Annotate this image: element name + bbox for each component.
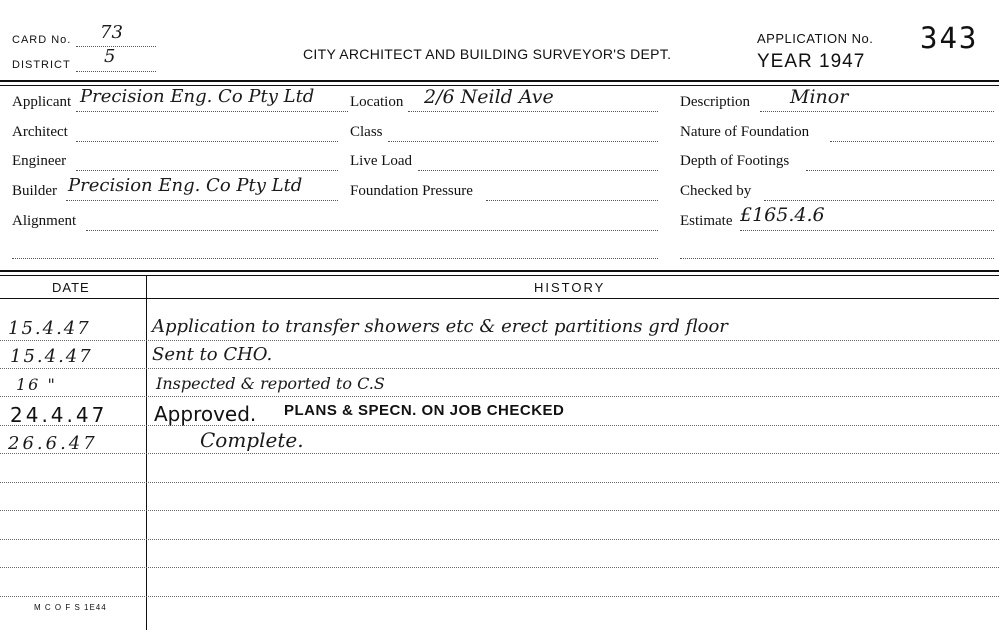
builder-value: Precision Eng. Co Pty Ltd (68, 175, 303, 196)
history-column-header: HISTORY (534, 280, 606, 295)
history-line (0, 340, 999, 341)
application-no-value: 343 (920, 21, 979, 55)
district-label: DISTRICT (12, 59, 71, 71)
history-row-date: 15.4.47 (10, 346, 93, 367)
history-row-date: 24.4.47 (10, 403, 108, 427)
blank-line-right (680, 258, 994, 259)
engineer-label: Engineer (12, 153, 67, 169)
card-no-value: 73 (100, 22, 123, 43)
estimate-label: Estimate (680, 213, 733, 229)
description-line (760, 111, 994, 112)
nature-of-foundation-label: Nature of Foundation (680, 124, 810, 140)
history-line (0, 596, 999, 597)
history-line (0, 482, 999, 483)
history-row-text: Inspected & reported to C.S (156, 374, 385, 393)
description-label: Description (680, 94, 750, 110)
engineer-line (76, 170, 338, 171)
architect-label: Architect (12, 124, 68, 140)
header-rule-top (0, 80, 999, 82)
applicant-line (76, 111, 348, 112)
fields-rule-bottom (0, 275, 999, 276)
form-code: M C O F S 1E44 (34, 603, 107, 612)
nature-of-foundation-line (830, 141, 994, 142)
builder-label: Builder (12, 183, 57, 199)
location-value: 2/6 Neild Ave (424, 86, 554, 108)
checked-by-line (764, 200, 994, 201)
history-line (0, 510, 999, 511)
history-line (0, 453, 999, 454)
live-load-line (418, 170, 658, 171)
district-value: 5 (104, 46, 116, 67)
estimate-value: £165.4.6 (740, 204, 825, 226)
history-row-text: Application to transfer showers etc & erect partitions grd floor (152, 316, 728, 337)
history-row-text: Approved. (154, 402, 257, 426)
applicant-value: Precision Eng. Co Pty Ltd (80, 86, 315, 107)
class-line (388, 141, 658, 142)
history-line (0, 539, 999, 540)
history-row-date: 26.6.47 (8, 433, 98, 454)
architect-line (76, 141, 338, 142)
depth-of-footings-line (806, 170, 994, 171)
depth-of-footings-label: Depth of Footings (680, 153, 790, 169)
checked-by-label: Checked by (680, 183, 752, 199)
card-no-label: CARD No. (12, 34, 72, 46)
year-label: YEAR 1947 (757, 51, 866, 72)
history-row-date: 15.4.47 (8, 318, 91, 339)
estimate-line (740, 230, 994, 231)
dept-title: CITY ARCHITECT AND BUILDING SURVEYOR'S DEPT. (303, 46, 672, 62)
foundation-pressure-label: Foundation Pressure (350, 183, 473, 199)
alignment-line (86, 230, 658, 231)
live-load-label: Live Load (350, 153, 413, 169)
history-line (0, 567, 999, 568)
location-line (408, 111, 658, 112)
class-label: Class (350, 124, 383, 140)
applicant-label: Applicant (12, 94, 72, 110)
fields-rule-top (0, 270, 999, 272)
application-no-label: APPLICATION No. (757, 31, 874, 46)
blank-line-left (12, 258, 658, 259)
builder-line (66, 200, 338, 201)
date-column-header: DATE (52, 280, 90, 295)
description-value: Minor (790, 86, 849, 108)
alignment-label: Alignment (12, 213, 77, 229)
history-row-stamp: PLANS & SPECN. ON JOB CHECKED (284, 402, 565, 419)
card-no-line (76, 46, 156, 47)
history-line (0, 425, 999, 426)
history-row-date: 16 " (16, 375, 57, 394)
district-line (76, 71, 156, 72)
history-line (0, 396, 999, 397)
history-header-rule (0, 298, 999, 299)
history-row-text: Complete. (200, 428, 304, 452)
location-label: Location (350, 94, 404, 110)
history-line (0, 368, 999, 369)
history-row-text: Sent to CHO. (152, 344, 273, 365)
foundation-pressure-line (486, 200, 658, 201)
